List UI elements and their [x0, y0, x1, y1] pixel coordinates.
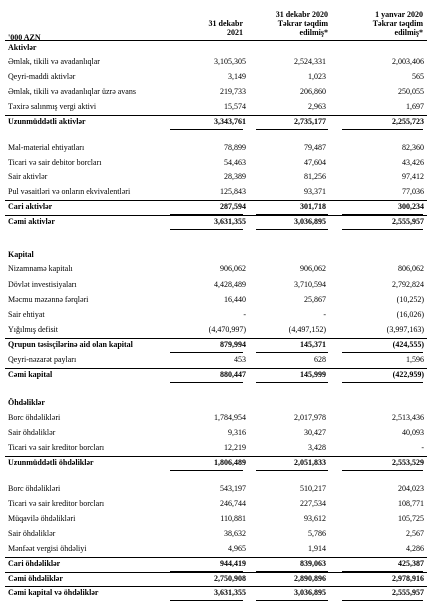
- row-label: Borc öhdəlikləri: [8, 484, 61, 493]
- row-label: Nizamnamə kapitalı: [8, 264, 73, 273]
- section-heading: [5, 248, 427, 262]
- row-value: 38,632: [224, 529, 246, 538]
- row-label: Qrupun təsisçilərinə aid olan kapital: [8, 340, 133, 349]
- row-value: 1,023: [308, 72, 326, 81]
- table-row: [5, 353, 427, 367]
- row-value: 3,343,761: [214, 117, 246, 126]
- total-underline: [256, 368, 328, 383]
- row-label: Qeyri-nəzarət payları: [8, 355, 77, 364]
- total-underline: [256, 572, 328, 587]
- table-row: [5, 482, 427, 496]
- row-label: Əmlak, tikili və avadanlıqlar: [8, 57, 100, 66]
- total-underline: [342, 215, 423, 230]
- total-underline: [342, 456, 423, 471]
- row-value: 3,631,355: [214, 588, 246, 597]
- row-value: 1,914: [308, 544, 326, 553]
- table-row: [5, 262, 427, 276]
- row-label: Sair öhdəliklər: [8, 428, 56, 437]
- column-header-2020-line3: edilmiş*: [299, 28, 328, 37]
- row-label: Ticari və sair debitor borcları: [8, 158, 102, 167]
- total-underline: [170, 557, 243, 572]
- row-value: 77,036: [402, 187, 424, 196]
- row-label: Təxirə salınmış vergi aktivi: [8, 102, 97, 111]
- row-value: 879,994: [220, 340, 246, 349]
- row-label: Borc öhdəlikləri: [8, 413, 61, 422]
- row-value: 906,062: [220, 264, 246, 273]
- row-value: 204,023: [398, 484, 424, 493]
- row-value: 2,255,723: [392, 117, 424, 126]
- table-row: [5, 70, 427, 84]
- column-header-jan-2020-line1: 1 yanvar 2020: [375, 10, 423, 19]
- row-label: Cəmi aktivlər: [8, 217, 55, 226]
- row-value: 246,744: [220, 499, 246, 508]
- row-value: 3,710,594: [294, 280, 326, 289]
- row-value: (422,959): [392, 370, 424, 379]
- row-value: 2,978,916: [392, 574, 424, 583]
- table-row: [5, 156, 427, 170]
- column-header-jan-2020-line2: Təkrar təqdim: [372, 19, 423, 28]
- row-value: 3,631,355: [214, 217, 246, 226]
- row-value: 300,234: [398, 202, 424, 211]
- row-value: -: [243, 310, 246, 319]
- row-label: Dövlət investisiyaları: [8, 280, 77, 289]
- row-label: Məcmu məzənnə fərqləri: [8, 295, 89, 304]
- row-value: 2,051,833: [294, 458, 326, 467]
- row-value: 206,860: [300, 87, 326, 96]
- row-label: Mənfəət vergisi öhdəliyi: [8, 544, 87, 553]
- table-row: [5, 170, 427, 184]
- total-underline: [170, 215, 243, 230]
- row-value: -: [421, 443, 424, 452]
- total-underline: [256, 215, 328, 230]
- row-value: 2,003,406: [392, 57, 424, 66]
- row-value: 79,487: [304, 143, 326, 152]
- row-label: Sair öhdəliklər: [8, 529, 56, 538]
- row-label: Uzunmüddətli öhdəliklər: [8, 458, 94, 467]
- row-value: (3,997,163): [386, 325, 424, 334]
- table-row: [5, 527, 427, 541]
- row-label: Sair ehtiyat: [8, 310, 45, 319]
- row-value: 453: [234, 355, 246, 364]
- row-label: Əmlak, tikili və avadanlıqlar üzrə avans: [8, 87, 136, 96]
- row-value: 944,419: [220, 559, 246, 568]
- row-label: Qeyri-maddi aktivlər: [8, 72, 76, 81]
- total-underline: [342, 572, 423, 587]
- row-value: 78,899: [224, 143, 246, 152]
- row-value: 93,612: [304, 514, 326, 523]
- row-value: 2,567: [406, 529, 424, 538]
- row-value: 12,219: [224, 443, 246, 452]
- table-row: [5, 55, 427, 69]
- row-value: 93,371: [304, 187, 326, 196]
- column-header-2020: [252, 10, 328, 37]
- row-value: 543,197: [220, 484, 246, 493]
- row-value: 2,017,978: [294, 413, 326, 422]
- total-underline: [170, 115, 243, 130]
- row-value: 145,999: [300, 370, 326, 379]
- row-value: 628: [314, 355, 326, 364]
- row-value: 219,733: [220, 87, 246, 96]
- row-value: -: [323, 310, 326, 319]
- total-underline: [342, 368, 423, 383]
- row-value: 906,062: [300, 264, 326, 273]
- row-value: 3,105,305: [214, 57, 246, 66]
- row-value: 9,316: [228, 428, 246, 437]
- row-value: 47,604: [304, 158, 326, 167]
- total-underline: [342, 557, 423, 572]
- row-value: 125,843: [220, 187, 246, 196]
- row-value: 2,513,436: [392, 413, 424, 422]
- row-label: Mal-material ehtiyatları: [8, 143, 85, 152]
- row-value: 4,286: [406, 544, 424, 553]
- row-value: 301,718: [300, 202, 326, 211]
- row-value: (4,470,997): [208, 325, 246, 334]
- row-value: 1,697: [406, 102, 424, 111]
- row-label: Cəmi kapital: [8, 370, 53, 379]
- row-value: 40,093: [402, 428, 424, 437]
- row-value: 839,063: [300, 559, 326, 568]
- row-label: Yığılmış defisit: [8, 325, 58, 334]
- row-value: (10,252): [396, 295, 424, 304]
- row-value: 3,036,895: [294, 217, 326, 226]
- row-value: 3,149: [228, 72, 246, 81]
- row-value: 110,881: [220, 514, 246, 523]
- table-row: [5, 141, 427, 155]
- table-row: [5, 100, 427, 114]
- total-underline: [256, 200, 328, 215]
- total-underline: [170, 368, 243, 383]
- row-value: 2,524,331: [294, 57, 326, 66]
- total-underline: [342, 115, 423, 130]
- row-value: 3,428: [308, 443, 326, 452]
- row-value: 4,428,489: [214, 280, 246, 289]
- row-value: 97,412: [402, 172, 424, 181]
- row-label: Öhdəliklər: [8, 398, 45, 407]
- row-value: 145,371: [300, 340, 326, 349]
- row-value: 2,792,824: [392, 280, 424, 289]
- row-label: Sair aktivlər: [8, 172, 48, 181]
- row-value: 105,725: [398, 514, 424, 523]
- row-value: 2,963: [308, 102, 326, 111]
- row-value: 510,217: [300, 484, 326, 493]
- table-row: [5, 278, 427, 292]
- row-value: 3,036,895: [294, 588, 326, 597]
- table-row: [5, 308, 427, 322]
- row-label: Kapital: [8, 250, 34, 259]
- row-label: Cəmi kapital və öhdəliklər: [8, 588, 99, 597]
- total-underline: [256, 115, 328, 130]
- row-value: 2,735,177: [294, 117, 326, 126]
- row-value: 425,387: [398, 559, 424, 568]
- total-underline: [256, 557, 328, 572]
- table-row: [5, 323, 427, 337]
- row-value: 81,256: [304, 172, 326, 181]
- column-header-jan-2020-line3: edilmiş*: [394, 28, 423, 37]
- row-label: Cari aktivlər: [8, 202, 53, 211]
- section-heading: [5, 396, 427, 410]
- table-row: [5, 542, 427, 556]
- total-underline: [342, 200, 423, 215]
- row-label: Pul vəsaitləri və onların ekvivalentləri: [8, 187, 131, 196]
- row-value: 806,062: [398, 264, 424, 273]
- total-underline: [256, 456, 328, 471]
- row-value: 4,965: [228, 544, 246, 553]
- row-label: Aktivlər: [8, 43, 37, 52]
- total-underline: [170, 456, 243, 471]
- row-value: 880,447: [220, 370, 246, 379]
- total-underline: [256, 338, 328, 353]
- row-label: Ticari və sair kreditor borcları: [8, 443, 105, 452]
- row-value: 5,786: [308, 529, 326, 538]
- total-underline: [170, 338, 243, 353]
- row-value: 1,596: [406, 355, 424, 364]
- table-row: [5, 426, 427, 440]
- row-value: 2,555,957: [392, 588, 424, 597]
- table-row: [5, 293, 427, 307]
- total-underline: [170, 200, 243, 215]
- row-value: (16,026): [396, 310, 424, 319]
- row-label: Cari öhdəliklər: [8, 559, 61, 568]
- row-value: 15,574: [224, 102, 246, 111]
- row-value: 1,806,489: [214, 458, 246, 467]
- row-value: 108,771: [398, 499, 424, 508]
- row-value: (4,497,152): [288, 325, 326, 334]
- column-header-2021-line2: 2021: [227, 28, 243, 37]
- row-value: (424,555): [392, 340, 424, 349]
- row-value: 2,750,908: [214, 574, 246, 583]
- row-value: 1,784,954: [214, 413, 246, 422]
- row-label: Ticari və sair kreditor borcları: [8, 499, 105, 508]
- total-underline: [342, 338, 423, 353]
- row-value: 2,890,896: [294, 574, 326, 583]
- row-value: 43,426: [402, 158, 424, 167]
- currency-label: '000 AZN: [8, 33, 41, 42]
- row-value: 28,389: [224, 172, 246, 181]
- table-row: [5, 441, 427, 455]
- row-value: 565: [412, 72, 424, 81]
- row-label: Uzunmüddətli aktivlər: [8, 117, 86, 126]
- column-header-2020-line1: 31 dekabr 2020: [275, 10, 328, 19]
- row-label: Cəmi öhdəliklər: [8, 574, 63, 583]
- table-row: [5, 85, 427, 99]
- row-value: 227,534: [300, 499, 326, 508]
- total-underline: [170, 572, 243, 587]
- table-row: [5, 411, 427, 425]
- row-value: 25,867: [304, 295, 326, 304]
- table-row: [5, 185, 427, 199]
- row-value: 82,360: [402, 143, 424, 152]
- row-label: Müqavilə öhdəlikləri: [8, 514, 76, 523]
- row-value: 2,555,957: [392, 217, 424, 226]
- row-value: 54,463: [224, 158, 246, 167]
- row-value: 16,440: [224, 295, 246, 304]
- table-row: [5, 512, 427, 526]
- row-value: 30,427: [304, 428, 326, 437]
- column-header-2021: [170, 19, 243, 37]
- table-row: [5, 497, 427, 511]
- row-value: 250,055: [398, 87, 424, 96]
- row-value: 287,594: [220, 202, 246, 211]
- row-value: 2,553,529: [392, 458, 424, 467]
- column-header-2021-line1: 31 dekabr: [208, 19, 243, 28]
- column-header-jan-2020: [340, 10, 423, 37]
- section-heading: [5, 41, 427, 55]
- column-header-2020-line2: Təkrar təqdim: [277, 19, 328, 28]
